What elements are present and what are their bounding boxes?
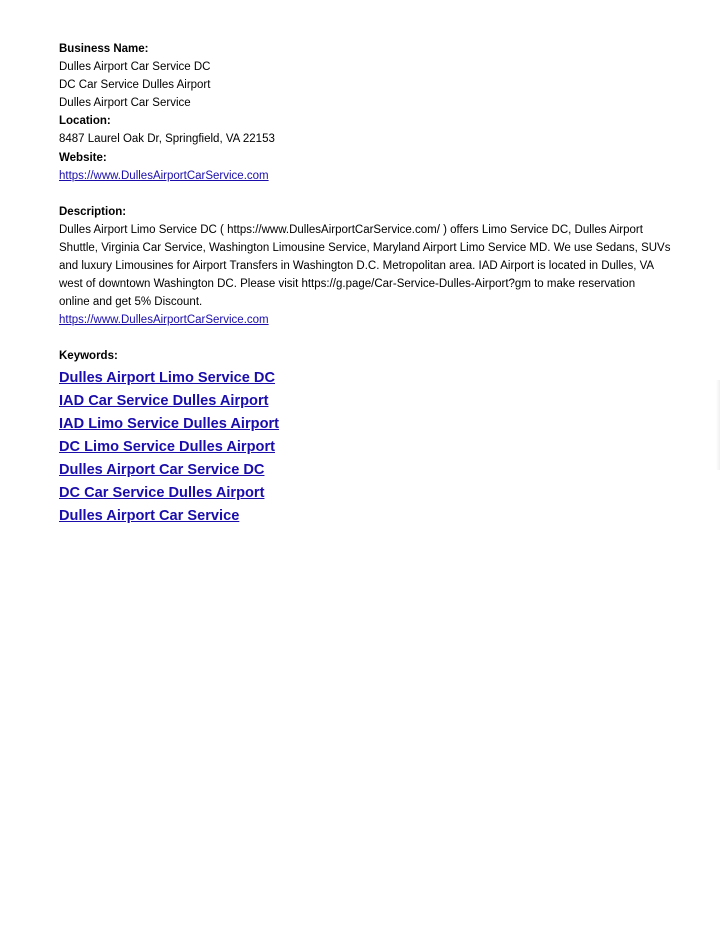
business-name-2: DC Car Service Dulles Airport	[59, 79, 211, 92]
keyword-link-4[interactable]: DC Limo Service Dulles Airport	[59, 438, 275, 455]
description-label: Description:	[59, 205, 127, 218]
keywords-label: Keywords:	[59, 350, 118, 363]
business-name-label: Business Name:	[59, 43, 149, 55]
keyword-link-3[interactable]: IAD Limo Service Dulles Airport	[59, 415, 280, 432]
description-line-2: Shuttle, Virginia Car Service, Washington Limousine Service, Maryland Airport Limo Service MD. We use Sedans, SUVs	[59, 241, 671, 254]
spacer	[59, 329, 684, 347]
keyword-link-5[interactable]: Dulles Airport Car Service DC	[59, 461, 265, 478]
website-link[interactable]: https://www.DullesAirportCarService.com	[59, 169, 269, 182]
keyword-link-6[interactable]: DC Car Service Dulles Airport	[59, 484, 265, 501]
spacer	[59, 185, 684, 203]
description-line-5: online and get 5% Discount.	[59, 296, 203, 309]
location-address: 8487 Laurel Oak Dr, Springfield, VA 22153	[59, 133, 275, 146]
keyword-list	[59, 367, 684, 529]
location-label: Location:	[59, 115, 111, 128]
website-label: Website:	[59, 151, 107, 164]
description-line-3: and luxury Limousines for Airport Transfers in Washington D.C. Metropolitan area. IAD Airport is located in Dulles, VA	[59, 260, 655, 273]
business-name-3: Dulles Airport Car Service	[59, 97, 191, 110]
keyword-link-7[interactable]: Dulles Airport Car Service	[59, 508, 240, 525]
description-line-4: west of downtown Washington DC. Please visit https://g.page/Car-Service-Dulles-Airport?gm to make reservation	[59, 278, 636, 291]
document-page	[59, 40, 684, 528]
business-name-1: Dulles Airport Car Service DC	[59, 61, 211, 74]
keyword-link-2[interactable]: IAD Car Service Dulles Airport	[59, 392, 269, 409]
keyword-link-1[interactable]: Dulles Airport Limo Service DC	[59, 369, 275, 386]
description-line-1: Dulles Airport Limo Service DC ( https://www.DullesAirportCarService.com/ ) offers Limo Service DC, Dulles Airport	[59, 223, 643, 236]
description-website-link[interactable]: https://www.DullesAirportCarService.com	[59, 314, 269, 327]
page-edge-shadow	[716, 380, 720, 470]
